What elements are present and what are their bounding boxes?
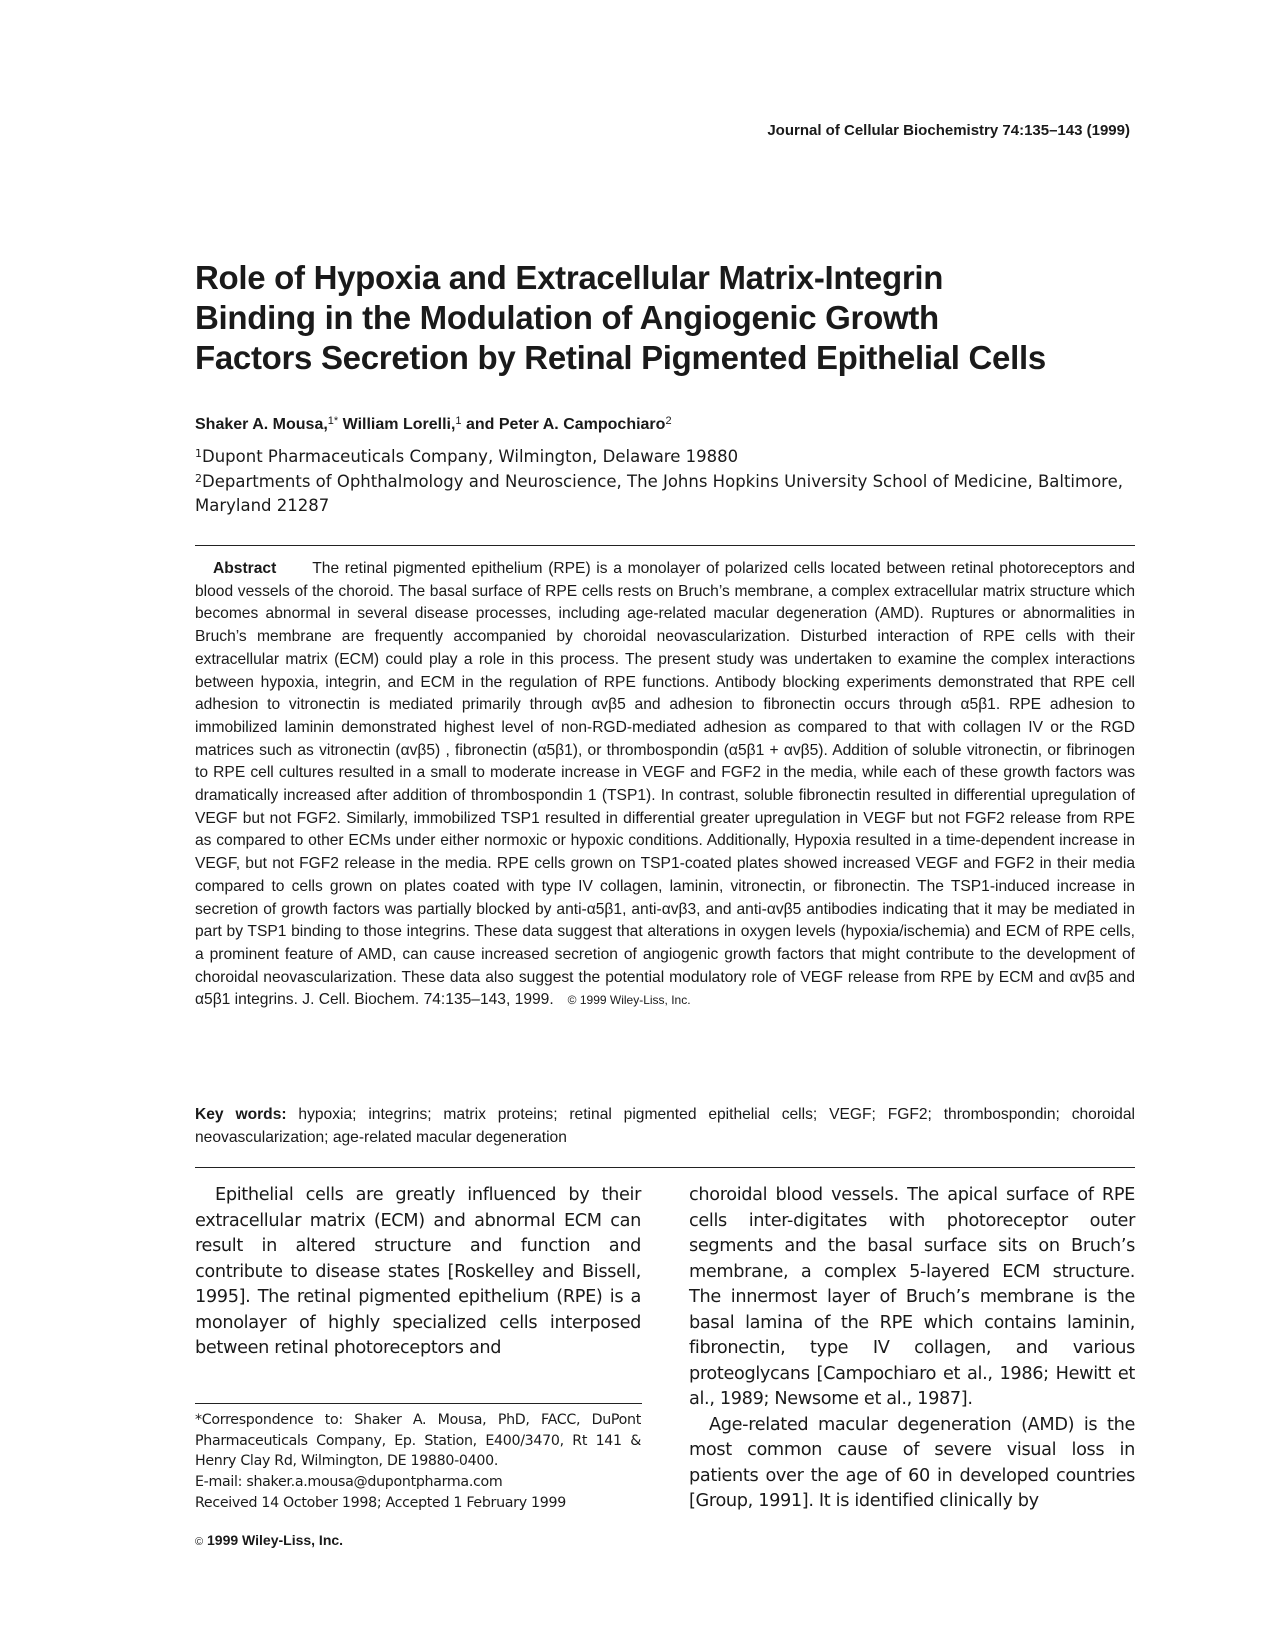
divider-bottom xyxy=(195,1167,1135,1168)
affiliation-1 xyxy=(195,445,1135,469)
journal-citation: Journal of Cellular Biochemistry 74:135–143 (1999) xyxy=(767,122,1130,139)
body-paragraph: Age-related macular degeneration (AMD) is the most common cause of severe visual loss in patients over the age of 60 in developed countries [Group, 1991]. It is identified clinically by xyxy=(689,1414,1135,1511)
correspondence-text: *Correspondence to: Shaker A. Mousa, PhD, FACC, DuPont Pharmaceuticals Company, Ep. Station, E400/3470, Rt 141 & Henry Clay Rd, Wilmington, DE 19880-0400. xyxy=(195,1412,641,1469)
abstract-text: The retinal pigmented epithelium (RPE) is a monolayer of polarized cells located between retinal photoreceptors and blood vessels of the choroid. The basal surface of RPE cells rests on Bruch’s membrane, a complex extracellular matrix structure which becomes abnormal in several disease processes, including age-related macular degeneration (AMD). Ruptures or abnormalities in Bruch’s membrane are frequently accompanied by choroidal neovascularization. Disturbed interaction of RPE cells with their extracellular matrix (ECM) could play a role in this process. The present study was undertaken to examine the complex interactions between hypoxia, integrin, and ECM in the regulation of RPE functions. Antibody blocking experiments demonstrated that RPE cell adhesion to vitronectin is mediated primarily through αvβ5 and adhesion to fibronectin occurs through α5β1. RPE adhesion to immobilized laminin demonstrated highest level of non-RGD-mediated adhesion as compared to that with collagen IV or the RGD matrices such as vitronectin (αvβ5) , fibronectin (α5β1), or thrombospondin (α5β1 + αvβ5). Addition of soluble vitronectin, or fibrinogen to RPE cell cultures resulted in a small to moderate increase in VEGF and FGF2 in the media, while each of these growth factors was dramatically increased after addition of thrombospondin 1 (TSP1). In contrast, soluble fibronectin resulted in differential upregulation of VEGF but not FGF2. Similarly, immobilized TSP1 resulted in differential greater upregulation in VEGF but not FGF2 release from RPE as compared to other ECMs under either normoxic or hypoxic conditions. Additionally, Hypoxia resulted in a time-dependent increase in VEGF, but not FGF2 release in the media. RPE cells grown on TSP1-coated plates showed increased VEGF and FGF2 in their media compared to cells grown on plates coated with type IV collagen, laminin, vitronectin, or fibronectin. The TSP1-induced increase in secretion of growth factors was partially blocked by anti-α5β1, anti-αvβ3, and anti-αvβ5 antibodies indicating that it may be mediated in part by TSP1 binding to those integrins. These data suggest that alterations in oxygen levels (hypoxia/ischemia) and ECM of RPE cells, a prominent feature of AMD, can cause increased secretion of angiogenic growth factors that might contribute to the development of choroidal neovascularization. These data also suggest the potential modulatory role of VEGF release from RPE by ECM and αvβ5 and α5β1 integrins. J. Cell. Biochem. 74:135–143, 1999. xyxy=(195,560,1135,1009)
footnote-divider xyxy=(195,1403,642,1404)
abstract-copyright: © 1999 Wiley-Liss, Inc. xyxy=(567,993,691,1008)
abstract-label: Abstract xyxy=(213,560,277,577)
correspondence-footnote xyxy=(195,1410,641,1492)
publisher-text: 1999 Wiley-Liss, Inc. xyxy=(203,1532,344,1548)
abstract xyxy=(195,558,1135,1012)
email-address: E-mail: shaker.a.mousa@dupontpharma.com xyxy=(195,1473,503,1490)
affiliation-2 xyxy=(195,470,1135,518)
title-line: Binding in the Modulation of Angiogenic Growth xyxy=(195,299,939,336)
keywords-text: hypoxia; integrins; matrix proteins; retinal pigmented epithelial cells; VEGF; FGF2; thrombospondin; choroidal neovascularization; age-related macular degeneration xyxy=(195,1106,1135,1146)
divider-top xyxy=(195,545,1135,546)
keywords xyxy=(195,1104,1135,1149)
body-paragraph: Epithelial cells are greatly influenced by their extracellular matrix (ECM) and abnormal ECM can result in altered structure and function and contribute to disease states [Roskelley and Bissell, 1995]. The retinal pigmented epithelium (RPE) is a monolayer of highly specialized cells interposed between retinal photoreceptors and xyxy=(195,1185,641,1358)
author-sup: 2 xyxy=(665,415,672,427)
received-dates: Received 14 October 1998; Accepted 1 February 1999 xyxy=(195,1495,566,1511)
author-name: and Peter A. Campochiaro xyxy=(461,416,666,433)
article-title xyxy=(195,258,1155,378)
publisher-copyright xyxy=(195,1532,343,1548)
body-column-right xyxy=(689,1183,1135,1515)
copyright-symbol: © xyxy=(195,1536,204,1548)
affiliation-sup: 2 xyxy=(195,472,202,485)
affiliation-text: Departments of Ophthalmology and Neuroscience, The Johns Hopkins University School of Medicine, Baltimore, Maryland 21287 xyxy=(195,472,1124,515)
affiliation-text: Dupont Pharmaceuticals Company, Wilmington, Delaware 19880 xyxy=(202,447,739,466)
author-name: William Lorelli, xyxy=(338,416,456,433)
body-column-left xyxy=(195,1183,641,1362)
author-name: Shaker A. Mousa, xyxy=(195,416,328,433)
title-line: Factors Secretion by Retinal Pigmented Epithelial Cells xyxy=(195,339,1046,376)
keywords-label: Key words: xyxy=(195,1106,287,1123)
author-list xyxy=(195,416,1135,434)
title-line: Role of Hypoxia and Extracellular Matrix-Integrin xyxy=(195,259,944,296)
author-sup: 1 xyxy=(455,415,462,427)
author-sup: 1* xyxy=(327,415,339,427)
affiliation-sup: 1 xyxy=(195,447,202,460)
body-paragraph: choroidal blood vessels. The apical surface of RPE cells inter-digitates with photoreceptor outer segments and the basal surface sits on Bruch’s membrane, a complex 5-layered ECM structure. The innermost layer of Bruch’s membrane is the basal lamina of the RPE which contains laminin, fibronectin, type IV collagen, and various proteoglycans [Campochiaro et al., 1986; Hewitt et al., 1989; Newsome et al., 1987]. xyxy=(689,1185,1135,1409)
